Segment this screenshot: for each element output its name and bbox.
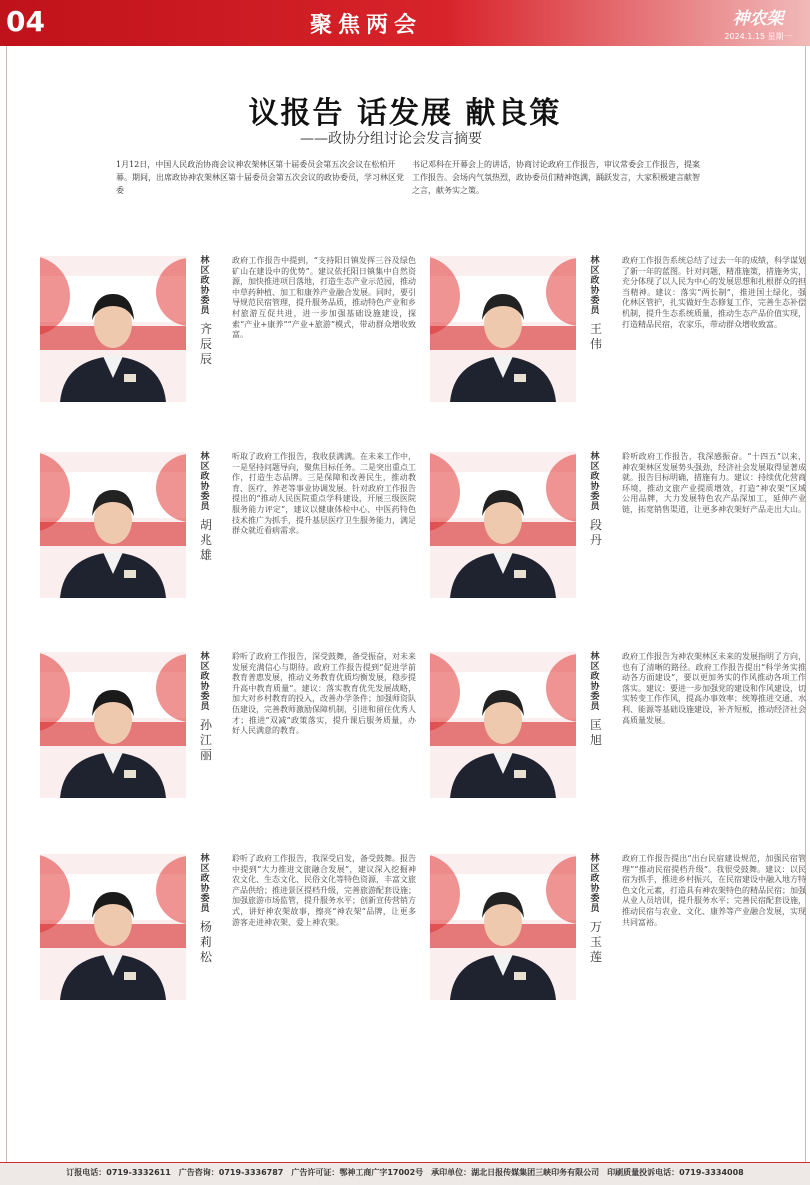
member-card bbox=[40, 854, 420, 1044]
member-speech: 聆听政府工作报告，我深感振奋。“十四五”以来，神农架林区发展势头强劲，经济社会发展取得显著成就。报告目标明确，措施有力。建议：持续优化营商环境，推动文旅产业提质增效，打造“神农架”区域公用品牌，大力发展特色农产品深加工，延伸产业链，拓宽销售渠道，让更多神农架好产品走出大山。 bbox=[622, 452, 806, 514]
page-header bbox=[0, 0, 810, 46]
member-photo bbox=[430, 854, 576, 1000]
masthead bbox=[718, 4, 798, 42]
member-title-label: 林区政协委员 bbox=[590, 652, 600, 712]
member-card bbox=[40, 652, 420, 842]
member-photo bbox=[430, 652, 576, 798]
member-name: 万玉莲 bbox=[589, 920, 602, 964]
page-footer bbox=[0, 1162, 810, 1185]
member-title-label: 林区政协委员 bbox=[590, 256, 600, 316]
member-title-label: 林区政协委员 bbox=[200, 452, 210, 512]
member-name: 匡旭 bbox=[589, 718, 602, 747]
section-title: 聚焦两会 bbox=[310, 12, 423, 38]
member-photo bbox=[430, 256, 576, 402]
article-subtitle: ——政协分组讨论会发言摘要 bbox=[300, 131, 482, 147]
article-title: 议报告 话发展 献良策 bbox=[248, 96, 562, 131]
member-card bbox=[40, 256, 420, 446]
member-photo bbox=[40, 854, 186, 1000]
member-title-label: 林区政协委员 bbox=[200, 256, 210, 316]
footer-contact: 订报电话：0719-3332611 广告咨询：0719-3336787 广告许可证：鄂神工商广字17002号 承印单位：湖北日报传媒集团三峡印务有限公司 印刷质量投诉电话：0719-3334008 bbox=[66, 1168, 744, 1177]
member-card bbox=[430, 256, 810, 446]
member-photo bbox=[40, 652, 186, 798]
member-photo bbox=[430, 452, 576, 598]
member-speech: 政府工作报告系统总结了过去一年的成绩，科学谋划了新一年的蓝图。针对问题，精准施策，措施务实，充分体现了以人民为中心的发展思想和扎根群众的担当精神。建议：落实“两长制”，推进国土绿化，强化林区管护，扎实做好生态修复工作，完善生态补偿机制，提升生态系统质量，推动生态产品价值实现，打造精品民宿，农家乐，带动群众增收致富。 bbox=[622, 256, 806, 329]
member-speech: 聆听了政府工作报告，我深受启发，备受鼓舞。报告中提到“大力推进文旅融合发展”，建议深入挖掘神农文化、生态文化、民俗文化等特色资源，丰富文旅产品供给；推进景区提档升级，完善旅游配套设施；加强旅游市场监管，提升服务水平；创新宣传营销方式，讲好神农架故事，擦亮“神农架”品牌，让更多游客走进神农架、爱上神农架。 bbox=[232, 854, 416, 927]
member-speech: 政府工作报告中提到，“支持阳日镇发挥三谷及绿色矿山在建设中的优势”。建议依托阳日镇集中自然资源，加快推进项目落地，打造生态产业示范园，推动中草药种植、加工和康养产业融合发展。同时，要引导规范民宿管理，提升服务品质，推动特色产业和乡村旅游互促共进，进一步加强基础设施建设，探索“产业+康养”“产业+旅游”模式，带动群众增收致富。 bbox=[232, 256, 416, 340]
member-name: 胡兆雄 bbox=[199, 518, 212, 562]
newspaper-logo: 神农架 bbox=[732, 9, 784, 29]
member-card bbox=[430, 452, 810, 642]
member-title-label: 林区政协委员 bbox=[200, 854, 210, 914]
member-name: 杨莉松 bbox=[199, 920, 212, 964]
member-card bbox=[430, 854, 810, 1044]
member-name: 齐辰辰 bbox=[199, 322, 212, 366]
member-title-label: 林区政协委员 bbox=[200, 652, 210, 712]
member-speech: 听取了政府工作报告，我收获满满。在未来工作中，一是坚持问题导向，聚焦目标任务。二是突出重点工作，打造生态品牌。三是保障和改善民生，推动教育、医疗、养老等事业协调发展。针对政府工作报告提出的“推动人民医院重点学科建设，开展三级医院服务能力评定”，建议以健康体检中心、中医药特色技术推广为抓手，提升基层医疗卫生服务能力，满足群众就近看病需求。 bbox=[232, 452, 416, 536]
member-speech: 政府工作报告提出“出台民宿建设规范，加强民宿管理”“推动民宿提档升级”。我很受鼓舞。建议：以民宿为抓手，推进乡村振兴，在民宿建设中融入地方特色文化元素，打造具有神农架特色的精品民宿；加强从业人员培训，提升服务水平；完善民宿配套设施，推动民宿与农业、文化、康养等产业融合发展，实现共同富裕。 bbox=[622, 854, 806, 927]
member-name: 王伟 bbox=[589, 322, 602, 351]
member-speech: 政府工作报告为神农架林区未来的发展指明了方向，也有了清晰的路径。政府工作报告提出“科学务实推动各方面建设”，要以更加务实的作风推动各项工作落实。建议：要进一步加强党的建设和作风建设，切实转变工作作风，提高办事效率；统筹推进交通、水利、能源等基础设施建设，补齐短板，推动经济社会高质量发展。 bbox=[622, 652, 806, 725]
member-name: 段丹 bbox=[589, 518, 602, 547]
page-number: 04 bbox=[6, 5, 45, 38]
issue-date: 2024.1.15 星期一 bbox=[724, 32, 792, 41]
intro-left: 1月12日，中国人民政治协商会议神农架林区第十届委员会第五次会议在松柏开幕。期间，出席政协神农架林区第十届委员会第五次会议的政协委员，学习林区党委 bbox=[116, 160, 404, 195]
member-title-label: 林区政协委员 bbox=[590, 854, 600, 914]
member-photo bbox=[40, 452, 186, 598]
member-title-label: 林区政协委员 bbox=[590, 452, 600, 512]
member-card bbox=[430, 652, 810, 842]
member-speech: 聆听了政府工作报告，深受鼓舞，备受振奋，对未来发展充满信心与期待。政府工作报告提到“促进学前教育普惠发展，推动义务教育优质均衡发展，稳步提升高中教育质量”。建议：落实教育优先发展战略，加大对乡村教育的投入，改善办学条件；加强师资队伍建设，完善教师激励保障机制，引进和留住优秀人才；推进“双减”政策落实，提升课后服务质量，办好人民满意的教育。 bbox=[232, 652, 416, 736]
member-name: 孙江丽 bbox=[199, 718, 212, 762]
member-card bbox=[40, 452, 420, 642]
intro-right: 书记邓科在开幕会上的讲话，协商讨论政府工作报告，审议常委会工作报告，提案工作报告。会场内气氛热烈，政协委员们精神饱满，踊跃发言，大家积极建言献智之言，献务实之策。 bbox=[412, 160, 700, 195]
member-photo bbox=[40, 256, 186, 402]
